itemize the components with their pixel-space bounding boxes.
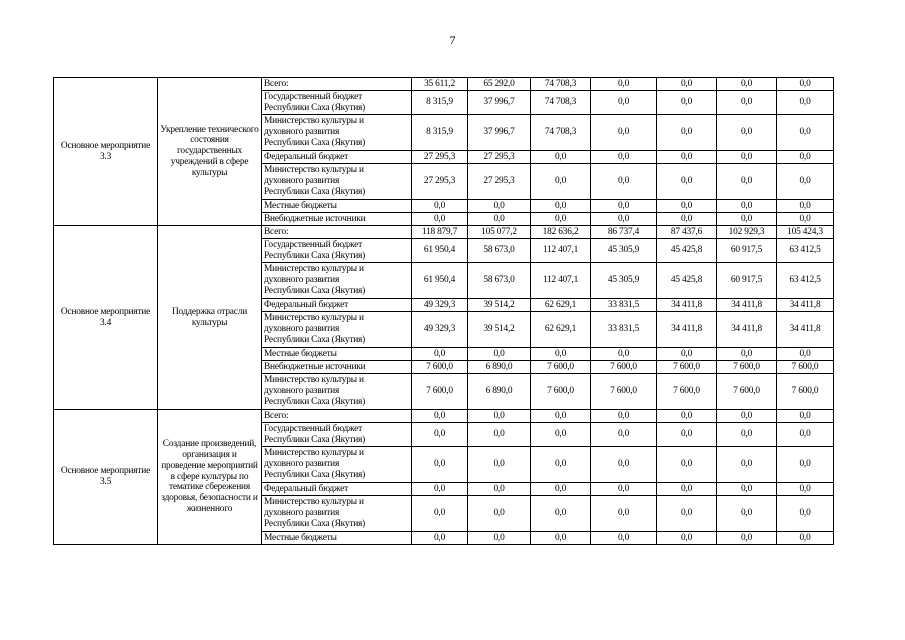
funding-source-line: Республики Саха (Якутия)	[264, 434, 366, 445]
amount-cell: 7 600,0	[657, 361, 717, 374]
amount-cell: 34 411,8	[717, 312, 777, 348]
funding-source-line: Министерство культуры и	[264, 448, 364, 459]
amount-cell: 0,0	[591, 91, 657, 115]
funding-source-cell	[262, 213, 412, 226]
amount-cell: 45 305,9	[591, 239, 657, 263]
page-number: 7	[449, 33, 456, 47]
funding-source-line: Министерство культуры и	[264, 264, 364, 275]
amount-cell: 0,0	[531, 423, 591, 447]
funding-source-cell	[262, 410, 412, 423]
amount-cell: 0,0	[717, 447, 777, 483]
amount-cell: 0,0	[412, 423, 468, 447]
amount-cell: 61 950,4	[412, 239, 468, 263]
funding-source-line: Федеральный бюджет	[264, 151, 349, 162]
amount-cell: 0,0	[468, 496, 531, 532]
funding-source-cell	[262, 78, 412, 91]
amount-cell: 0,0	[531, 200, 591, 213]
amount-cell: 0,0	[717, 164, 777, 200]
amount-cell: 0,0	[468, 213, 531, 226]
amount-cell: 0,0	[531, 483, 591, 496]
amount-cell: 35 611,2	[412, 78, 468, 91]
amount-cell: 34 411,8	[777, 312, 834, 348]
amount-cell: 0,0	[717, 423, 777, 447]
amount-cell: 87 437,6	[657, 226, 717, 239]
event-cell: Основное мероприятие 3.5	[54, 410, 158, 545]
amount-cell: 112 407,1	[531, 263, 591, 299]
funding-source-line: Федеральный бюджет	[264, 483, 349, 494]
amount-cell: 105 077,2	[468, 226, 531, 239]
amount-cell: 0,0	[531, 164, 591, 200]
amount-cell: 0,0	[412, 200, 468, 213]
amount-cell: 6 890,0	[468, 361, 531, 374]
amount-cell: 33 831,5	[591, 299, 657, 312]
amount-cell: 0,0	[591, 410, 657, 423]
amount-cell: 7 600,0	[777, 361, 834, 374]
amount-cell: 0,0	[531, 213, 591, 226]
funding-source-line: Всего:	[264, 410, 289, 421]
amount-cell: 7 600,0	[717, 361, 777, 374]
funding-source-line: Местные бюджеты	[264, 348, 337, 359]
amount-cell: 0,0	[717, 78, 777, 91]
amount-cell: 86 737,4	[591, 226, 657, 239]
amount-cell: 0,0	[717, 91, 777, 115]
amount-cell: 45 425,8	[657, 239, 717, 263]
amount-cell: 0,0	[531, 532, 591, 545]
funding-source-cell	[262, 164, 412, 200]
funding-source-line: Государственный бюджет	[264, 423, 363, 434]
amount-cell: 0,0	[468, 200, 531, 213]
amount-cell: 0,0	[657, 200, 717, 213]
amount-cell: 0,0	[591, 483, 657, 496]
funding-source-line: Республики Саха (Якутия)	[264, 518, 366, 529]
amount-cell: 0,0	[657, 164, 717, 200]
funding-source-line: Всего:	[264, 78, 289, 89]
amount-cell: 0,0	[531, 410, 591, 423]
funding-source-line: духовного развития	[264, 275, 340, 286]
funding-source-line: Республики Саха (Якутия)	[264, 102, 366, 113]
table-row	[54, 410, 834, 423]
amount-cell: 37 996,7	[468, 115, 531, 151]
amount-cell: 112 407,1	[531, 239, 591, 263]
amount-cell: 7 600,0	[591, 361, 657, 374]
amount-cell: 0,0	[777, 164, 834, 200]
amount-cell: 34 411,8	[657, 299, 717, 312]
funding-source-line: духовного развития	[264, 508, 340, 519]
event-name-cell: Укрепление технического состояния государственных учреждений в сфере культуры	[158, 78, 262, 226]
amount-cell: 49 329,3	[412, 312, 468, 348]
funding-source-cell	[262, 348, 412, 361]
amount-cell: 0,0	[657, 447, 717, 483]
amount-cell: 63 412,5	[777, 263, 834, 299]
funding-source-line: Министерство культуры и	[264, 497, 364, 508]
amount-cell: 7 600,0	[531, 374, 591, 410]
amount-cell: 7 600,0	[412, 361, 468, 374]
amount-cell: 0,0	[412, 483, 468, 496]
funding-source-line: Республики Саха (Якутия)	[264, 186, 366, 197]
amount-cell: 0,0	[657, 423, 717, 447]
event-cell: Основное мероприятие 3.3	[54, 78, 158, 226]
funding-source-cell	[262, 532, 412, 545]
funding-source-cell	[262, 299, 412, 312]
funding-source-cell	[262, 496, 412, 532]
amount-cell: 0,0	[717, 532, 777, 545]
amount-cell: 105 424,3	[777, 226, 834, 239]
amount-cell: 39 514,2	[468, 299, 531, 312]
amount-cell: 0,0	[591, 200, 657, 213]
amount-cell: 34 411,8	[777, 299, 834, 312]
amount-cell: 0,0	[657, 78, 717, 91]
amount-cell: 7 600,0	[412, 374, 468, 410]
amount-cell: 0,0	[591, 348, 657, 361]
funding-source-cell	[262, 91, 412, 115]
funding-source-cell	[262, 423, 412, 447]
amount-cell: 0,0	[717, 213, 777, 226]
funding-source-cell	[262, 226, 412, 239]
funding-source-line: Республики Саха (Якутия)	[264, 250, 366, 261]
amount-cell: 0,0	[717, 348, 777, 361]
funding-source-line: Внебюджетные источники	[264, 213, 366, 224]
amount-cell: 0,0	[717, 151, 777, 164]
amount-cell: 0,0	[468, 532, 531, 545]
amount-cell: 0,0	[531, 496, 591, 532]
amount-cell: 34 411,8	[717, 299, 777, 312]
funding-source-line: духовного развития	[264, 176, 340, 187]
amount-cell: 74 708,3	[531, 78, 591, 91]
funding-source-line: Местные бюджеты	[264, 532, 337, 543]
amount-cell: 74 708,3	[531, 115, 591, 151]
amount-cell: 58 673,0	[468, 239, 531, 263]
event-name-cell: Поддержка отрасли культуры	[158, 226, 262, 410]
amount-cell: 8 315,9	[412, 91, 468, 115]
amount-cell: 0,0	[717, 483, 777, 496]
amount-cell: 0,0	[777, 348, 834, 361]
amount-cell: 49 329,3	[412, 299, 468, 312]
amount-cell: 0,0	[777, 78, 834, 91]
amount-cell: 0,0	[531, 348, 591, 361]
amount-cell: 27 295,3	[468, 151, 531, 164]
funding-source-line: Внебюджетные источники	[264, 361, 366, 372]
amount-cell: 7 600,0	[591, 374, 657, 410]
amount-cell: 0,0	[657, 496, 717, 532]
funding-source-cell	[262, 263, 412, 299]
funding-source-line: Республики Саха (Якутия)	[264, 396, 366, 407]
funding-source-cell	[262, 374, 412, 410]
amount-cell: 62 629,1	[531, 312, 591, 348]
amount-cell: 182 636,2	[531, 226, 591, 239]
amount-cell: 45 305,9	[591, 263, 657, 299]
table-row	[54, 226, 834, 239]
amount-cell: 0,0	[412, 532, 468, 545]
amount-cell: 0,0	[412, 447, 468, 483]
amount-cell: 0,0	[657, 91, 717, 115]
amount-cell: 0,0	[777, 410, 834, 423]
funding-source-line: Государственный бюджет	[264, 91, 363, 102]
amount-cell: 74 708,3	[531, 91, 591, 115]
amount-cell: 0,0	[777, 496, 834, 532]
amount-cell: 65 292,0	[468, 78, 531, 91]
amount-cell: 33 831,5	[591, 312, 657, 348]
amount-cell: 0,0	[591, 115, 657, 151]
amount-cell: 0,0	[777, 200, 834, 213]
amount-cell: 0,0	[717, 200, 777, 213]
funding-source-line: духовного развития	[264, 459, 340, 470]
amount-cell: 102 929,3	[717, 226, 777, 239]
funding-source-cell	[262, 151, 412, 164]
funding-source-line: Республики Саха (Якутия)	[264, 469, 366, 480]
amount-cell: 0,0	[412, 496, 468, 532]
amount-cell: 0,0	[591, 164, 657, 200]
amount-cell: 7 600,0	[717, 374, 777, 410]
funding-source-cell	[262, 115, 412, 151]
amount-cell: 0,0	[468, 447, 531, 483]
amount-cell: 0,0	[717, 410, 777, 423]
amount-cell: 0,0	[591, 213, 657, 226]
amount-cell: 0,0	[717, 496, 777, 532]
amount-cell: 27 295,3	[468, 164, 531, 200]
amount-cell: 0,0	[657, 532, 717, 545]
amount-cell: 0,0	[531, 151, 591, 164]
amount-cell: 0,0	[468, 483, 531, 496]
amount-cell: 0,0	[777, 423, 834, 447]
amount-cell: 34 411,8	[657, 312, 717, 348]
amount-cell: 60 917,5	[717, 263, 777, 299]
amount-cell: 0,0	[777, 151, 834, 164]
funding-source-line: Федеральный бюджет	[264, 299, 349, 310]
funding-source-line: Министерство культуры и	[264, 116, 364, 127]
event-cell: Основное мероприятие 3.4	[54, 226, 158, 410]
funding-source-cell	[262, 483, 412, 496]
amount-cell: 0,0	[777, 483, 834, 496]
funding-source-line: Министерство культуры и	[264, 165, 364, 176]
amount-cell: 62 629,1	[531, 299, 591, 312]
table-row	[54, 78, 834, 91]
funding-source-line: духовного развития	[264, 127, 340, 138]
amount-cell: 7 600,0	[777, 374, 834, 410]
amount-cell: 45 425,8	[657, 263, 717, 299]
amount-cell: 27 295,3	[412, 151, 468, 164]
budget-table-body	[54, 78, 834, 545]
amount-cell: 0,0	[591, 496, 657, 532]
event-name-cell: Создание произведений, организация и проведение мероприятий в сфере культуры по тематике сбережения здоровья, безопасности и жизненного	[158, 410, 262, 545]
funding-source-cell	[262, 447, 412, 483]
funding-source-line: Министерство культуры и	[264, 313, 364, 324]
amount-cell: 0,0	[777, 213, 834, 226]
funding-source-line: Республики Саха (Якутия)	[264, 285, 366, 296]
amount-cell: 8 315,9	[412, 115, 468, 151]
amount-cell: 0,0	[591, 151, 657, 164]
amount-cell: 0,0	[657, 151, 717, 164]
amount-cell: 0,0	[468, 423, 531, 447]
funding-source-line: Республики Саха (Якутия)	[264, 334, 366, 345]
amount-cell: 118 879,7	[412, 226, 468, 239]
amount-cell: 0,0	[777, 115, 834, 151]
amount-cell: 0,0	[717, 115, 777, 151]
funding-source-line: Министерство культуры и	[264, 375, 364, 386]
amount-cell: 58 673,0	[468, 263, 531, 299]
amount-cell: 0,0	[777, 91, 834, 115]
amount-cell: 7 600,0	[657, 374, 717, 410]
amount-cell: 0,0	[412, 410, 468, 423]
amount-cell: 6 890,0	[468, 374, 531, 410]
amount-cell: 39 514,2	[468, 312, 531, 348]
budget-table	[53, 77, 834, 545]
amount-cell: 27 295,3	[412, 164, 468, 200]
funding-source-line: Местные бюджеты	[264, 200, 337, 211]
amount-cell: 0,0	[591, 447, 657, 483]
funding-source-line: духовного развития	[264, 324, 340, 335]
amount-cell: 0,0	[591, 423, 657, 447]
amount-cell: 0,0	[531, 447, 591, 483]
amount-cell: 63 412,5	[777, 239, 834, 263]
amount-cell: 60 917,5	[717, 239, 777, 263]
amount-cell: 0,0	[468, 410, 531, 423]
amount-cell: 0,0	[412, 348, 468, 361]
amount-cell: 37 996,7	[468, 91, 531, 115]
amount-cell: 0,0	[657, 115, 717, 151]
amount-cell: 0,0	[657, 348, 717, 361]
funding-source-line: духовного развития	[264, 386, 340, 397]
amount-cell: 0,0	[657, 410, 717, 423]
funding-source-line: Государственный бюджет	[264, 239, 363, 250]
funding-source-cell	[262, 361, 412, 374]
funding-source-cell	[262, 312, 412, 348]
funding-source-cell	[262, 200, 412, 213]
funding-source-line: Всего:	[264, 226, 289, 237]
amount-cell: 61 950,4	[412, 263, 468, 299]
amount-cell: 0,0	[468, 348, 531, 361]
amount-cell: 0,0	[777, 447, 834, 483]
amount-cell: 0,0	[777, 532, 834, 545]
funding-source-line: Республики Саха (Якутия)	[264, 137, 366, 148]
amount-cell: 7 600,0	[531, 361, 591, 374]
amount-cell: 0,0	[412, 213, 468, 226]
funding-source-cell	[262, 239, 412, 263]
amount-cell: 0,0	[657, 483, 717, 496]
amount-cell: 0,0	[657, 213, 717, 226]
amount-cell: 0,0	[591, 78, 657, 91]
amount-cell: 0,0	[591, 532, 657, 545]
